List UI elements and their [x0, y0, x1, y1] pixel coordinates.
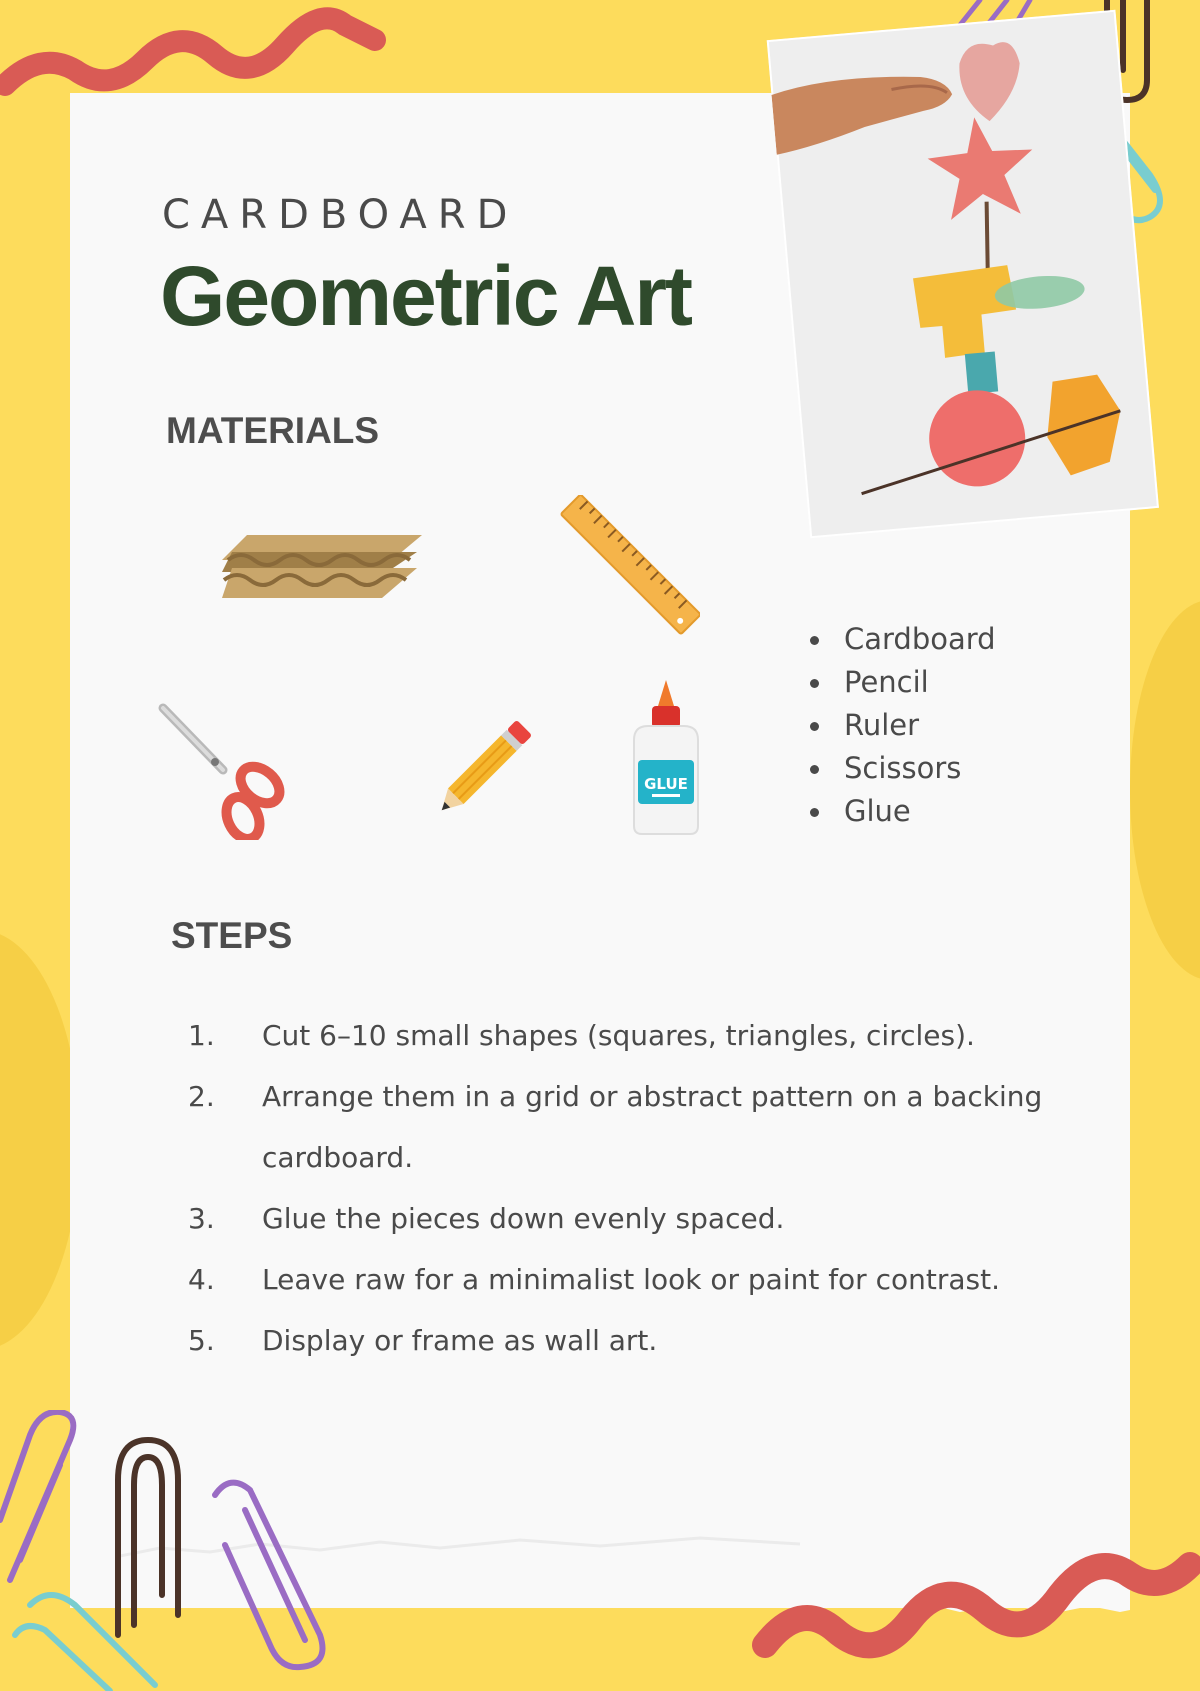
- purple-paper-clip: [0, 1410, 90, 1590]
- steps-heading: STEPS: [171, 915, 293, 956]
- page-title: Geometric Art: [160, 249, 692, 343]
- step-number: 2.: [188, 1080, 215, 1113]
- step-text: Cut 6–10 small shapes (squares, triangles, circles).: [262, 1019, 975, 1052]
- step-number: 1.: [188, 1019, 215, 1052]
- title-kicker: CARDBOARD: [162, 192, 519, 238]
- step-item: [180, 1249, 1060, 1310]
- materials-heading: MATERIALS: [166, 410, 380, 451]
- step-text: Arrange them in a grid or abstract pattern on a backing cardboard.: [262, 1080, 1043, 1174]
- step-text: Display or frame as wall art.: [262, 1324, 658, 1357]
- teal-paper-clip: [0, 1585, 160, 1691]
- step-number: 4.: [188, 1263, 215, 1296]
- materials-item: [808, 618, 996, 661]
- sculpture-image: [767, 10, 1159, 539]
- step-number: 5.: [188, 1324, 215, 1357]
- materials-item-label: Cardboard: [844, 622, 996, 656]
- red-squiggle: [0, 0, 400, 110]
- bullet-icon: [810, 808, 819, 817]
- step-item: [180, 1066, 1060, 1188]
- materials-item-label: Scissors: [844, 751, 962, 785]
- steps-list: [180, 1005, 1060, 1371]
- pencil-icon: [425, 715, 540, 825]
- materials-item: [808, 661, 996, 704]
- red-squiggle: [740, 1505, 1200, 1691]
- step-number: 3.: [188, 1202, 215, 1235]
- step-text: Glue the pieces down evenly spaced.: [262, 1202, 785, 1235]
- bullet-icon: [810, 636, 819, 645]
- step-item: [180, 1005, 1060, 1066]
- glue-label: GLUE: [644, 775, 688, 793]
- ruler-icon: [560, 495, 700, 635]
- cardboard-icon: [222, 530, 422, 605]
- glue-bottle-icon: [628, 678, 704, 838]
- bullet-icon: [810, 679, 819, 688]
- sculpture-photo: [767, 10, 1160, 543]
- materials-item-label: Pencil: [844, 665, 929, 699]
- materials-item: [808, 704, 996, 747]
- bullet-icon: [810, 765, 819, 774]
- materials-item-label: Ruler: [844, 708, 920, 742]
- step-text: Leave raw for a minimalist look or paint for contrast.: [262, 1263, 1000, 1296]
- step-item: [180, 1310, 1060, 1371]
- bullet-icon: [810, 722, 819, 731]
- materials-list: [808, 618, 996, 833]
- materials-item: [808, 747, 996, 790]
- materials-item: [808, 790, 996, 833]
- scissors-icon: [155, 700, 295, 840]
- materials-item-label: Glue: [844, 794, 911, 828]
- step-item: [180, 1188, 1060, 1249]
- purple-paper-clip: [200, 1475, 330, 1675]
